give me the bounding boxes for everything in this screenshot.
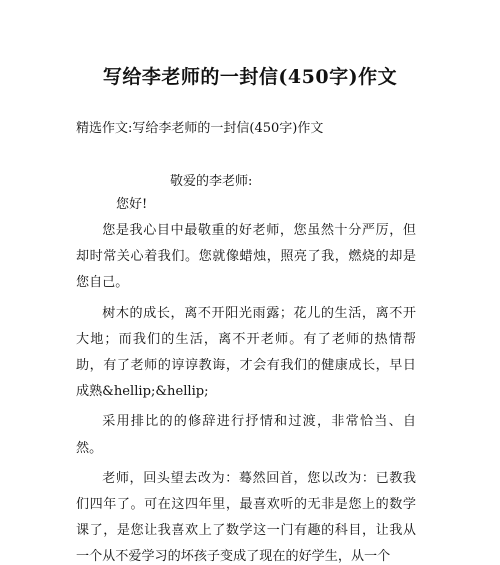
letter-greeting: 您好! [116,197,148,212]
document-title: 写给李老师的一封信(450字)作文 [102,66,398,88]
body-paragraph: 树木的成长，离不开阳光雨露；花儿的生活，离不开大地；而我们的生活，离不开老师。有了老师的热情帮助，有了老师的谆谆教诲，才会有我们的健康成长，早日成熟&hellip;&hellip; [76,305,416,400]
body-paragraph: 您是我心目中最敬重的好老师，您虽然十分严厉，但却时常关心着我们。您就像蜡烛，照亮了我，燃烧的却是您自己。 [76,223,416,291]
body-paragraph: 老师，回头望去改为：蓦然回首，您以改为：已教我们四年了。可在这四年里，最喜欢听的无非是您上的数学课了，是您让我喜欢上了数学这一门有趣的科目，让我从一个从不爱学习的坏孩子变成了现在的好学生，从一个 [76,470,416,565]
body-paragraph: 采用排比的的修辞进行抒情和过渡，非常恰当、自然。 [76,414,416,456]
letter-body [76,218,416,565]
letter-salutation: 敬爱的李老师: [170,174,253,189]
source-line: 精选作文:写给李老师的一封信(450字)作文 [76,121,324,136]
